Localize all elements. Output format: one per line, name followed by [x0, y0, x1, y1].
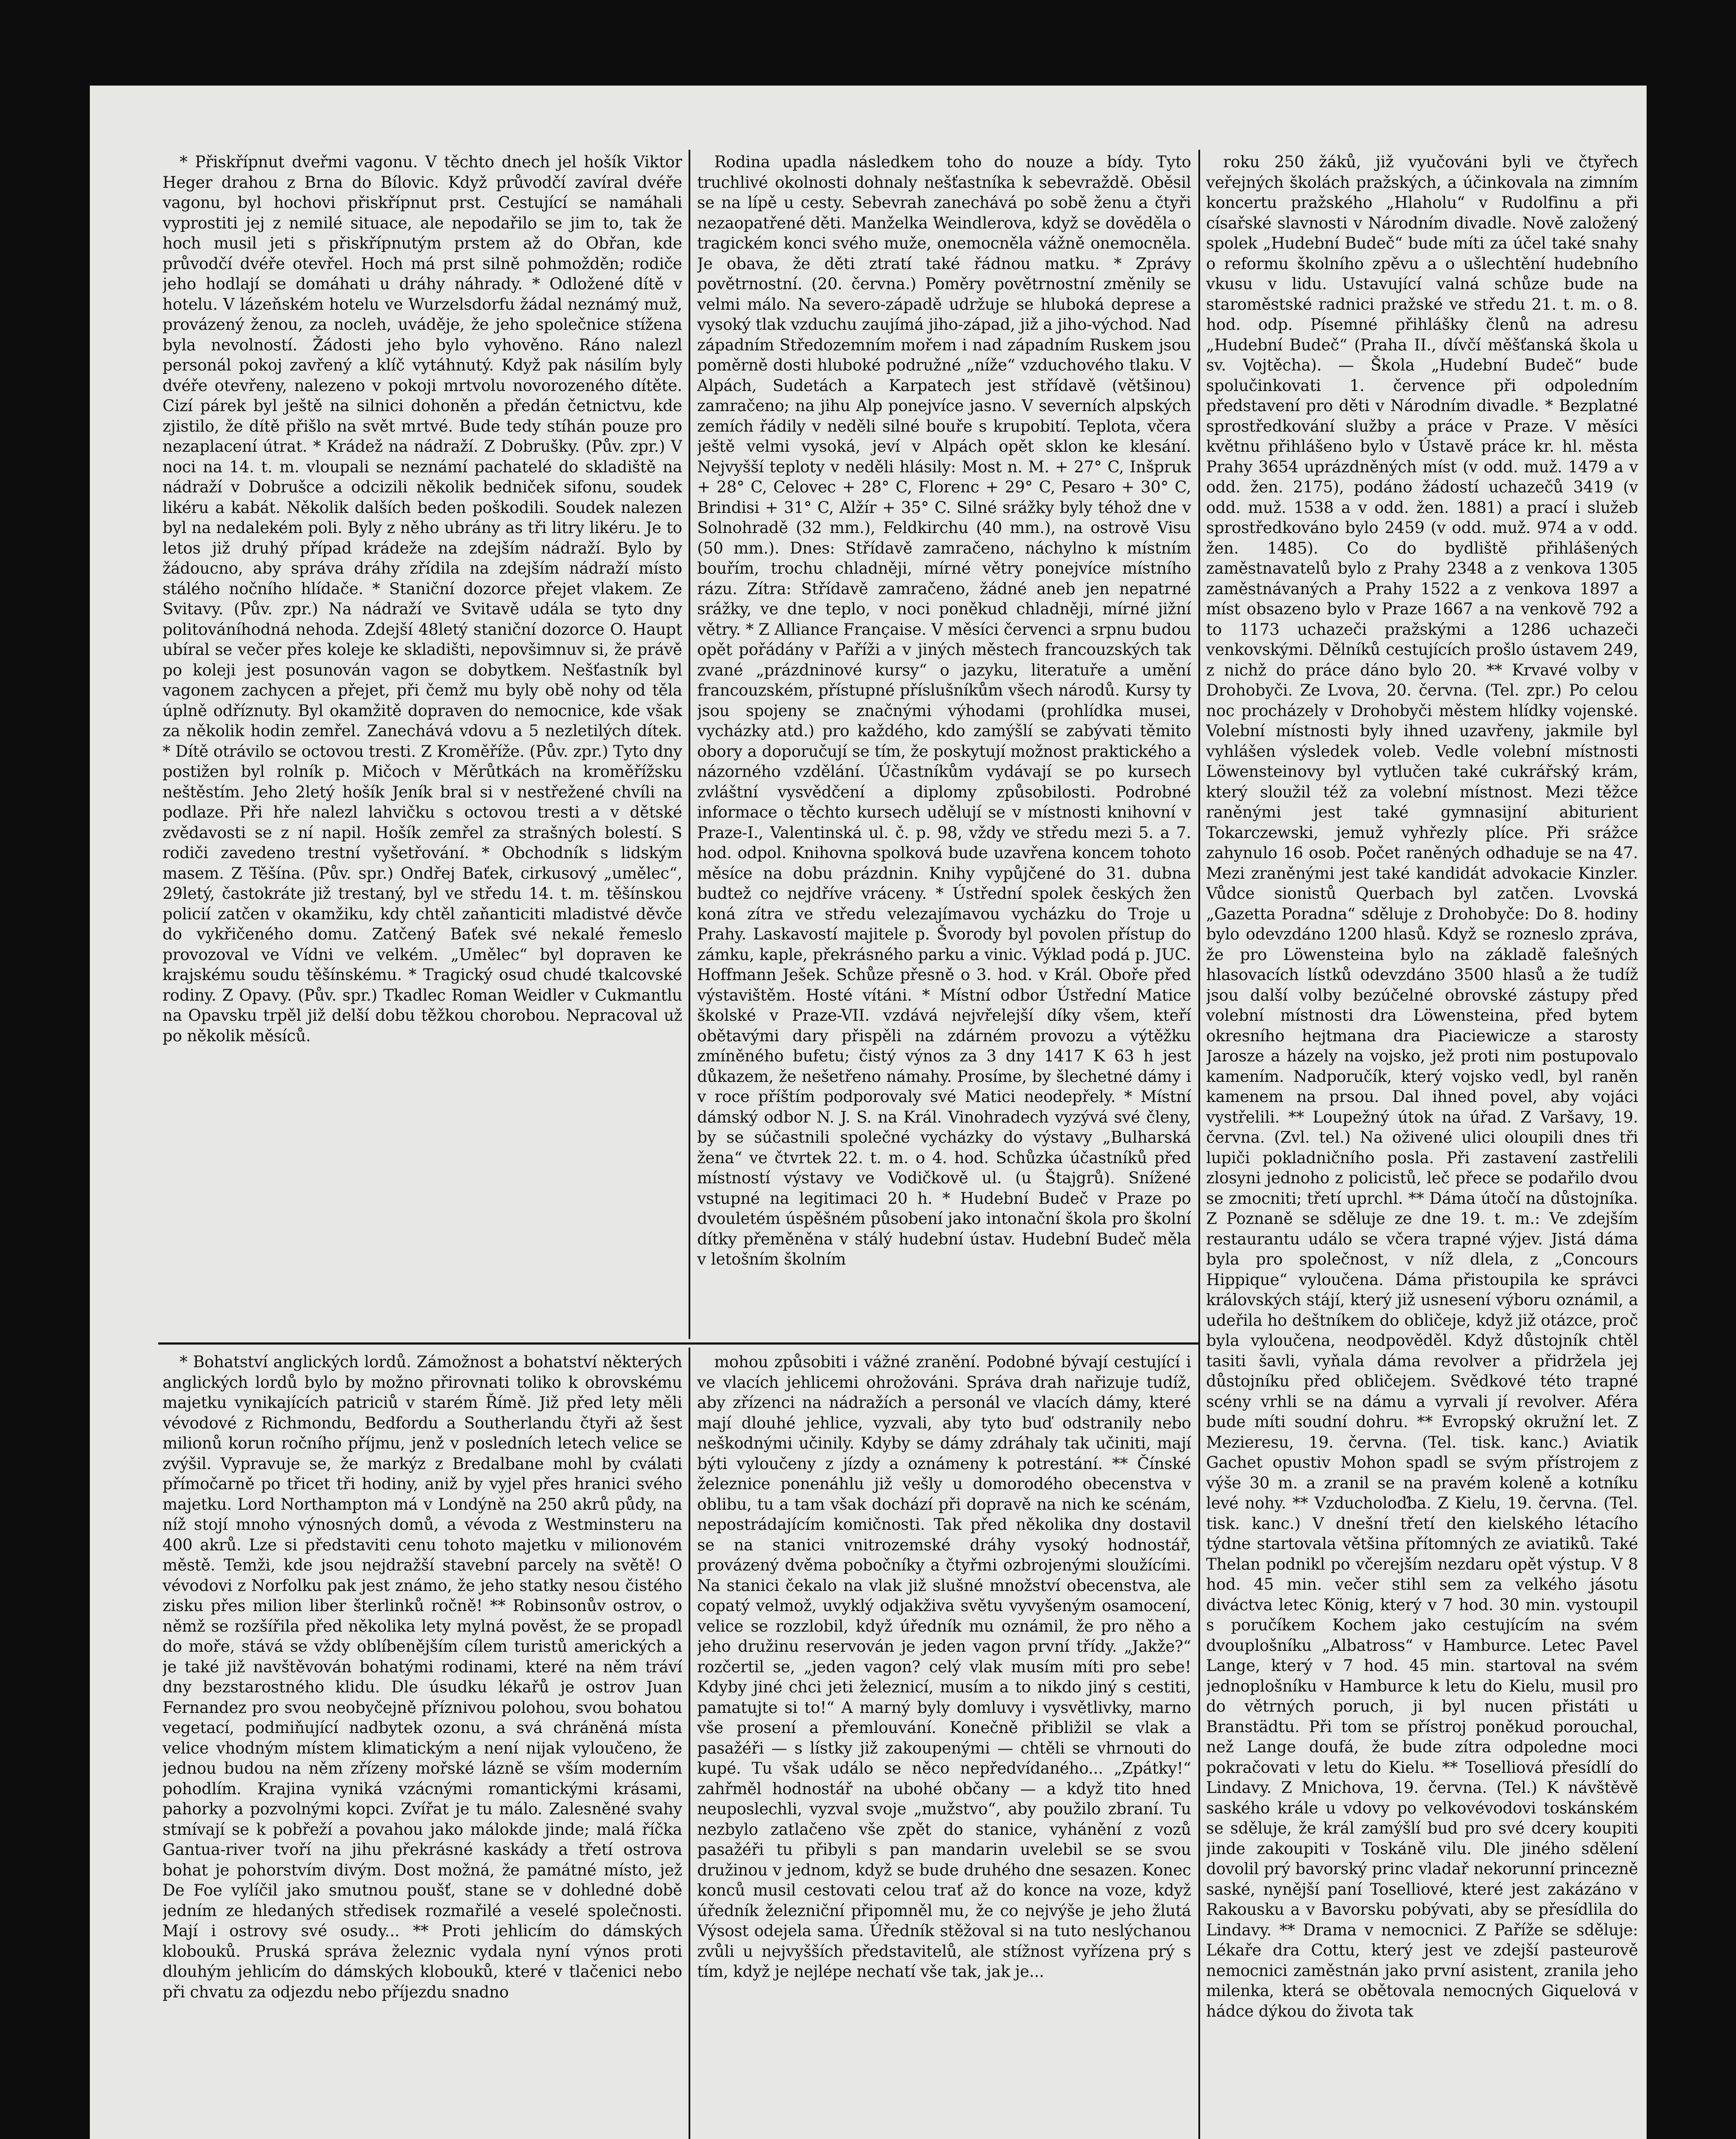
section-divider — [158, 1342, 1198, 1345]
column-text: Rodina upadla následkem toho do nouze a bídy. Tyto truchlivé okolnosti dohnaly nešťastníka k sebevraždě. Oběsil se na lípě u cesty. Sebevrah zanechává po sobě ženu a čtyři nezaopatřené děti. Manželka Weindlerova, když se dověděla o tragickém konci svého muže, onemocněla vážně onemocněla. Je obava, že děti ztratí také řádnou matku. * Zprávy povětrnostní. (20. června.) Poměry povětrnostní změnily se velmi málo. Na severo-západě udržuje se hluboká deprese a vysoký tlak vzduchu zaujímá jiho-západ, již a jiho-východ. Nad západním Středozemním mořem i nad západním Ruskem jsou poměrně dosti hluboké podružné „níže“ vzduchového tlaku. V Alpách, Sudetách a Karpatech jest střídavě (většinou) zamračeno; na jihu Alp ponejvíce jasno. V severních alpských zemích řádily v neděli silné bouře s krupobití. Teplota, včera ještě velmi vysoká, jeví v Alpách opět sklon ke klesání. Nejvyšší teploty v neděli hlásily: Most n. M. + 27° C, Inšpruk + 28° C, Celovec + 28° C, Florenc + 29° C, Pesaro + 30° C, Brindisi + 31° C, Alžír + 35° C. Silné srážky byly téhož dne v Solnohradě (32 mm.), Feldkirchu (40 mm.), na ostrově Visu (50 mm.). Dnes: Střídavě zamračeno, náchylno k místním bouřím, trochu chladněji, mírné větry ponejvíce místního rázu. Zítra: Střídavě zamračeno, žádné aneb jen nepatrné srážky, ve dne teplo, v noci poněkud chladněji, mírné jižní větry. * Z Alliance Française. V měsíci červenci a srpnu budou opět pořádány v Paříži a v jiných městech francouzských tak zvané „prázdninové kursy“ o jazyku, literatuře a umění francouzském, přístupné příslušníkům všech národů. Kursy ty jsou spojeny se značnými výhodami (prohlídka musei, vycházky atd.) pro každého, kdo zamýšlí se zabývati těmito obory a doporučují se tím, že poskytují možnost praktického a názorného vzdělání. Účastníkům vydávají se po kursech zvláštní vysvědčení a diplomy způsobilosti. Podrobné informace o těchto kursech udělují se v místnosti knihovní v Praze-I., Valentinská ul. č. p. 98, vždy ve středu mezi 5. a 7. hod. odpol. Knihovna spolková bude uzavřena koncem tohoto měsíce na dobu prázdnin. Knihy vypůjčené do 31. dubna budtež co nejdříve vráceny. * Ústřední spolek českých žen koná zítra ve středu velezajímavou vycházku do Troje u Prahy. Laskavostí majitele p. Švorody byl povolen přístup do zámku, kaple, překrásného parku a vinic. Výklad podá p. JUC. Hoffmann Ješek. Schůze přesně o 3. hod. v Král. Oboře před výstavištěm. Hosté vítáni. * Místní odbor Ústřední Matice školské v Praze-VII. vzdává nejvřelejší díky všem, kteří obětavými dary přispěli na zdárném provozu a výtěžku zmíněného bufetu; čistý výnos za 3 dny 1417 K 63 h jest důkazem, že nešetřeno námahy. Prosíme, by šlechetné dámy i v roce příštím podporovaly své Matici neodepřely. * Místní dámský odbor N. J. S. na Král. Vinohradech vyzývá své členy, by se súčastnili společné vycházky do výstavy „Bulharská žena“ ve čtvrtek 22. t. m. o 4. hod. Schůzka účastníků před místností výstavy ve Vodičkově ul. (u Štajgrů). Snížené vstupné na legitimaci 20 h. * Hudební Budeč v Praze po dvouletém úspěšném působení jako intonační škola pro školní dítky přeměněna v stálý hudební ústav. Hudební Budeč měla v letošním školním — [697, 153, 1191, 1268]
article-column-middle-bottom — [697, 1352, 1191, 2135]
column-text: * Přiskřípnut dveřmi vagonu. V těchto dnech jel hošík Viktor Heger drahou z Brna do Bílovic. Když průvodčí zavíral dvéře vagonu, byl hochovi přiskřípnut prst. Cestující se namáhali vyprostiti jej z nemilé situace, ale nepodařilo se jim to, tak že hoch musil jeti s přiskřípnutým prstem až do Obřan, kde průvodčí dvéře otevřel. Hoch má prst silně pohmožděn; rodiče jeho hodlají se domáhati u dráhy náhrady. * Odložené dítě v hotelu. V lázeňském hotelu ve Wurzelsdorfu žádal neznámý muž, provázený ženou, za nocleh, uváděje, že jeho společnice stížena byla nevolností. Žádosti jeho bylo vyhověno. Ráno nalezl personál pokoj zavřený a klíč vytáhnutý. Když pak násilím byly dvéře otevřeny, nalezeno v pokoji mrtvolu novorozeného dítěte. Cizí párek byl ještě na silnici dohoněn a předán četnictvu, kde zjistilo, že dítě přišlo na svět mrtvé. Bude tedy stíhán pouze pro nezaplacení útrat. * Krádež na nádraží. Z Dobrušky. (Pův. zpr.) V noci na 14. t. m. vloupali se neznámí pachatelé do skladiště na nádraží v Dobrušce a odcizili několik bedniček sifonu, soudek likéru a kabát. Několik dalších beden poškodili. Soudek nalezen byl na nedalekém poli. Byly z něho ubrány as tři litry likéru. Je to letos již druhý případ krádeže na zdejším nádraží. Bylo by žádoucno, aby správa dráhy zřídila na zdejším nádraží místo stálého nočního hlídače. * Staniční dozorce přejet vlakem. Ze Svitavy. (Pův. zpr.) Na nádraží ve Svitavě udála se tyto dny politováníhodná nehoda. Zdejší 48letý staniční dozorce O. Haupt ubíral se večer přes koleje ke skladišti, nepovšimnuv si, že právě po koleji jest posunován vagon se dobytkem. Nešťastník byl vagonem zachycen a přejet, při čemž mu byly obě nohy od těla úplně odříznuty. Byl okamžitě dopraven do nemocnice, kde však za několik hodin zemřel. Zanechává vdovu a 5 nezletilých dítek. * Dítě otrávilo se octovou tresti. Z Kroměříže. (Pův. zpr.) Tyto dny postižen byl rolník p. Mičoch v Měrůtkách na kroměřížsku neštěstím. Jeho 2letý hošík Jeník bral si v nestřežené chvíli na podlaze. Při hře nalezl lahvičku s octovou tresti a v dětské zvědavosti se z ní napil. Hošík zemřel za strašných bolestí. S rodiči zavedeno trestní vyšetřování. * Obchodník s lidským masem. Z Těšína. (Pův. spr.) Ondřej Baťek, cirkusový „umělec“, 29letý, častokráte již trestaný, byl ve středu 14. t. m. těšínskou policií zatčen v okamžiku, kdy chtěl zaňanticiti mladistvé děvče do vykřičeného domu. Zatčený Baťek své nekalé řemeslo provozoval ve Vídni ve velkém. „Umělec“ byl dopraven ke krajskému soudu těšínskému. * Tragický osud chudé tkalcovské rodiny. Z Opavy. (Pův. spr.) Tkadlec Roman Weidler v Cukmantlu na Opavsku trpěl již delší dobu těžkou chorobou. Nepracoval už po několik měsíců. — [163, 153, 682, 1045]
article-column-left-bottom — [163, 1352, 682, 2135]
column-divider — [1198, 150, 1200, 2139]
column-text: mohou způsobiti i vážné zranění. Podobné bývají cestující i ve vlacích jehlicemi ohrožováni. Správa drah nařizuje tudíž, aby zřízenci na nádražích a personál ve vlacích dámy, které mají dlouhé jehlice, vyzvali, aby tyto buď odstranily nebo neškodnými učinily. Kdyby se dámy zdráhaly tak učiniti, mají býti vyloučeny z jízdy a oznámeny k potrestání. ** Čínské železnice ponenáhlu již vešly u domorodého obecenstva v oblibu, tu a tam však dochází při dopravě na nich ke scénám, nepostrádajícím komičnosti. Tak před několika dny dostavil se na stanici vnitrozemské dráhy vysoký hodnostář, provázený dvěma pobočníky a čtyřmi ozbrojenými sloužícími. Na stanici čekalo na vlak již slušné množství obecenstva, ale copatý velmož, uvyklý odjakživa světu vyvyšeným osamocení, velice se rozzlobil, když úředník mu oznámil, že pro něho a jeho družinu reservován je jeden vagon první třídy. „Jakže?“ rozčertil se, „jeden vagon? celý vlak musím míti pro sebe! Kdyby jiné chci jeti železnicí, musím a to nikdo jiný s cestiti, pamatujte si to!“ A marný byly domluvy i vysvětlivky, marno vše prosení a přemlouvání. Konečně přibližil se vlak a pasažéři — s lístky již zakoupenými — chtěli se vhrnouti do kupé. Tu však událo se něco nepředvídaného... „Zpátky!“ zahřměl hodnostář na ubohé občany — a když tito hned neuposlechli, vyzval svoje „mužstvo“, aby použilo zbraní. Tu nezbylo zatlačeno vše zpět do stanice, vyhánění z vozů pasažéři tu přibyli s pan mandarin uvelebil se se svou družinou v jednom, když se bude druhého dne sesazen. Konec konců musil cestovati celou trať až do konce na voze, když úředník železniční připomněl mu, že co nejvýše je jeho žlutá Výsost odejela sama. Úředník stěžoval si na tuto neslýchanou zvůli u nejvyšších představitelů, ale stížnost vyřízena prý s tím, když je nejlépe nechatí vše tak, jak je... — [697, 1353, 1191, 1981]
column-text: * Bohatství anglických lordů. Zámožnost a bohatství některých anglických lordů bylo by možno přirovnati toliko k obrovskému majetku vynikajících patriciů v starém Římě. Již před lety měli vévodové z Richmondu, Bedfordu a Southerlandu čtyři až šest milionů korun ročního příjmu, jenž v posledních letech velice se zvýšil. Vypravuje se, že markýz z Bredalbane mohl by cválati přímočarně po třicet tři hodiny, aniž by vyjel přes hranici svého majetku. Lord Northampton má v Londýně na 250 akrů půdy, na níž stojí mnoho výnosných domů, a vévoda z Westminsteru na 400 akrů. Lze si představiti cenu tohoto majetku v milionovém městě. Temži, kde jsou nejdražší stavební parcely na světě! O vévodovi z Norfolku pak jest známo, že jeho statky nesou čistého zisku přes milion liber šterlinků ročně! ** Robinsonův ostrov, o němž se rozšířila před několika lety mylná pověst, že se propadl do moře, stává se vždy oblíbenějším cílem turistů amerických a je také již navštěvován bohatými rodinami, které na něm tráví dny bezstarostného klidu. Dle úsudku lékařů je ostrov Juan Fernandez pro svou neobyčejně příznivou polohou, svou bohatou vegetací, podmiňující nadbytek ozonu, a svá chráněná místa velice vhodným místem klimatickým a není nijak vyloučeno, že jednou budou na něm zřízeny mořské lázně se vším moderním pohodlím. Krajina vyniká vzácnými romantickými krásami, pahorky a pozvolnými kopci. Zvířat je tu málo. Zalesněné svahy stmívají se k pobřeží a povahou jako málokde jinde; malá říčka Gantua-river tvoří na jihu překrásné kaskády a třetí ostrova bohat je pohorstvím divým. Dost možná, že památné místo, jež De Foe vylíčil jako smutnou poušť, stane se v dohledné době jedním ze hledaných středisek rozmařilé a veselé společnosti. Mají i ostrovy své osudy... ** Proti jehlicím do dámských klobouků. Pruská správa železnic vydala nyní výnos proti dlouhým jehlicím do dámských klobouků, které v tlačenici nebo při chvatu za odjezdu nebo příjezdu snadno — [163, 1353, 682, 2001]
article-column-right — [1206, 152, 1638, 2137]
article-column-left-top — [163, 152, 682, 1337]
article-column-middle-top — [697, 152, 1191, 1337]
column-text: roku 250 žáků, již vyučováni byli ve čtyřech veřejných školách pražských, a účinkovala na zimním koncertu pražského „Hlaholu“ v Rudolfinu a při císařské slavnosti v Národním divadle. Nově založený spolek „Hudební Budeč“ bude míti za účel také snahy o reformu školního zpěvu a o ušlechtění hudebního vkusu v lidu. Ustavující valná schůze bude na staroměstské radnici pražské ve středu 21. t. m. o 8. hod. odp. Písemné přihlášky členů na adresu „Hudební Budeč“ (Praha II., dívčí měšťanská škola u sv. Vojtěcha). — Škola „Hudební Budeč“ bude spolučinkovati 1. července při odpoledním představení pro děti v Národním divadle. * Bezplatné sprostředkování služby a práce v Praze. V měsíci květnu přihlášeno bylo v Ústavě práce kr. hl. města Prahy 3654 uprázdněných míst (v odd. muž. 1479 a v odd. žen. 2175), podáno žádostí uchazečů 3419 (v odd. muž. 1538 a v odd. žen. 1881) a prací i služeb sprostředkováno bylo 2459 (v odd. muž. 974 a v odd. žen. 1485). Co do bydliště přihlášených zaměstnavatelů bylo z Prahy 2348 a z venkova 1305 zaměstnávaných a Prahy 1522 a z venkova 1897 a míst obsazeno bylo v Praze 1667 a na venkově 792 a to 1173 uchazeči pražskými a 1286 uchazeči venkovskými. Dělníků cestujících prošlo ústavem 249, z nichž do práce dáno bylo 20. ** Krvavé volby v Drohobyči. Ze Lvova, 20. června. (Tel. zpr.) Po celou noc procházely v Drohobyči městem hlídky vojenské. Volební místnosti byly ihned uzavřeny, jakmile byl vyhlášen výsledek voleb. Vedle volební místnosti Löwensteinovy byl vytlučen také cukrářský krám, který sloužil též za volební místnost. Mezi těžce raněnými jest také gymnasijní abiturient Tokarczewski, jemuž vyhřezly plíce. Při srážce zahynulo 16 osob. Počet raněných odhaduje se na 47. Mezi zraněnými jest také kandidát advokacie Kinzler. Vůdce sionistů Querbach byl zatčen. Lvovská „Gazetta Poradna“ sděluje z Drohobyče: Do 8. hodiny bylo odevzdáno 1200 hlasů. Když se rozneslo zpráva, že pro Löwensteina bylo na základě falešných hlasovacích lístků odevzdáno 3500 hlasů a že tudíž jsou další volby bezúčelné obrovské zástupy před volební místnosti dra Löwensteina, před bytem okresního hejtmana dra Piaciewicze a starosty Jarosze a házely na vojsko, jež proti nim postupovalo kamením. Nadporučík, který vojsko vedl, byl raněn kamenem na prsou. Dal ihned povel, aby vojáci vystřelili. ** Loupežný útok na úřad. Z Varšavy, 19. června. (Zvl. tel.) Na oživené ulici oloupili dnes tři lupiči pokladničního posla. Při zastavení zastřelili zlosyni jednoho z policistů, leč přece se podařilo dvou se zmocniti; třetí uprchl. ** Dáma útočí na důstojníka. Z Poznaně se sděluje ze dne 19. t. m.: Ve zdejším restaurantu událo se včera trapné výjev. Jistá dáma byla pro společnost, v níž dlela, z „Concours Hippique“ vyloučena. Dáma přistoupila ke správci královských stájí, který již usnesení výboru oznámil, a udeřila ho deštníkem do obličeje, když již otázce, proč byla vyloučena, neodpověděl. Když důstojník chtěl tasiti šavli, vyňala dáma revolver a přidržela jej důstojníku před obličejem. Svědkové této trapné scény vrhli se na dámu a vyrvali jí revolver. Aféra bude míti soudní dohru. ** Evropský okružní let. Z Mezieresu, 19. června. (Tel. tisk. kanc.) Aviatik Gachet opustiv Mohon spadl se svým přístrojem z výše 30 m. a zranil se na pravém koleně a kotníku levé nohy. ** Vzducholoďba. Z Kielu, 19. června. (Tel. tisk. kanc.) V dnešní třetí den kielského létacího týdne startovala většina přítomných ze aviatiků. Také Thelan podnikl po včerejším nezdaru opět výstup. V 8 hod. 45 min. večer stihl sem za velkého jásotu diváctva letec König, který v 7 hod. 30 min. vystoupil s poručíkem Kochem jako cestujícím na svém dvouplošníku „Albatross“ v Hamburce. Letec Pavel Lange, který v 7 hod. 45 min. startoval na svém jednoplošníku v Hamburce k letu do Kielu, musil pro do větrných poruch, ji byl nucen přistáti u Branstädtu. Při tom se přístroj poněkud porouchal, než Lange doufá, že bude zítra odpoledne moci pokračovati v letu do Kielu. ** Toselliová přesídlí do Lindavy. Z Mnichova, 19. června. (Tel.) K návštěvě saského krále u vdovy po velkovévodovi toskánském se sděluje, že král zamýšlí bud pro své dcery koupiti jinde zakoupiti v Toskáně vilu. Dle jiného sdělení dovolil prý bavorský princ vladař nekorunní princezně saské, nynější paní Toselliové, které jest zakázáno v Rakousku a v Bavorsku pobývati, aby se přesídlila do Lindavy. ** Drama v nemocnici. Z Paříže se sděluje: Lékaře dra Cottu, který jest ve zdejší pasteurově nemocnici zaměstnán jako první asistent, zranila jeho milenka, která se obětovala nemocných Giquelová v hádce dýkou do života tak — [1206, 153, 1638, 2020]
column-divider — [689, 1348, 690, 2139]
column-divider — [689, 150, 690, 1339]
newspaper-page — [90, 86, 1647, 2139]
